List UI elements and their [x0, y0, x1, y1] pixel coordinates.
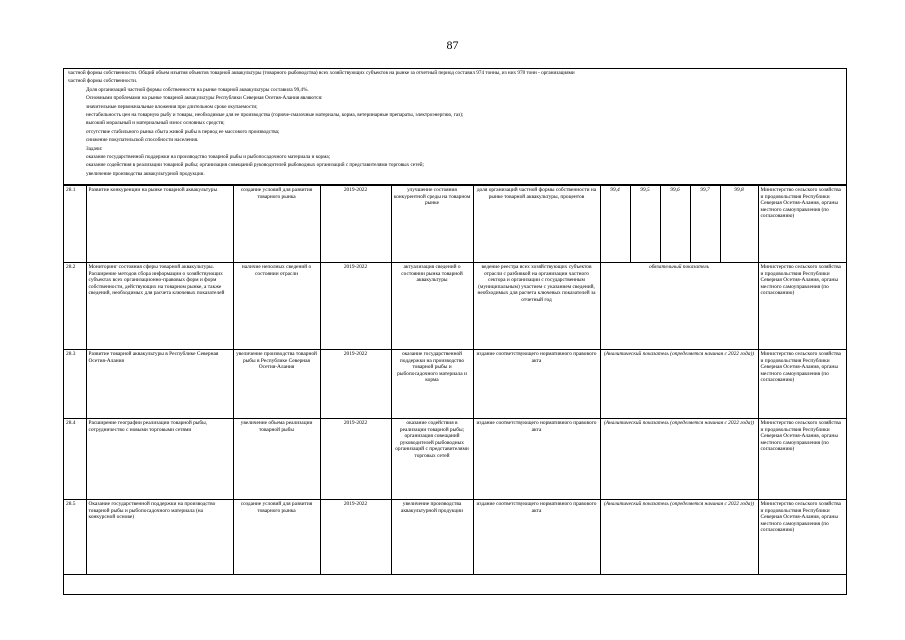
row-number: 28.2 — [64, 263, 86, 350]
responsible-cell: Министерство сельского хозяйства и продовольствия Республики Северная Осетия-Алания, органы местного самоуправления (по согласованию) — [758, 263, 846, 350]
period-cell: 2019-2022 — [320, 186, 391, 263]
responsible-cell: Министерство сельского хозяйства и продовольствия Республики Северная Осетия-Алания, органы местного самоуправления (по согласованию) — [758, 419, 846, 500]
condition-cell: увеличение объема реализации товарной рыбы — [233, 419, 320, 500]
measures-table — [64, 185, 846, 575]
measure-name: Мониторинг состояния сферы товарной аквакультуры. Расширение методов сбора информации о хозяйствующих субъектах всех организационно-правовых форм и форм собственности, действующих на товарном рынке, а также сведений, необходимых для расчета ключевых показателей — [86, 263, 233, 350]
condition-cell: наличие неполных сведений о состоянии отрасли — [233, 263, 320, 350]
note-cell: (Аналитический показатель (определяется начиная с 2022 года)) — [600, 419, 758, 500]
intro-line: Доля организаций частной формы собственности на рынке товарной аквакультуры составила 99,4%. — [86, 86, 309, 93]
row-number: 28.4 — [64, 419, 86, 500]
indicator-cell: доля организаций частной формы собственности на рынке товарной аквакультуры, процентов — [473, 186, 600, 263]
period-cell: 2019-2022 — [320, 419, 391, 500]
period-cell: 2019-2022 — [320, 263, 391, 350]
row-number: 28.3 — [64, 350, 86, 419]
condition-cell: создание условий для развития товарного рынка — [233, 500, 320, 575]
note-cell: обязательный показатель — [600, 263, 758, 350]
intro-line: оказание государственной поддержки на производство товарной рыбы и рыбопосадочного материала и корма; — [86, 154, 331, 161]
page-number: 87 — [446, 38, 459, 52]
value-cell: 99,4 — [600, 186, 630, 263]
result-cell: оказание государственной поддержки на производство товарной рыбы и рыбопосадочного материала и корма — [391, 350, 473, 419]
intro-line: увеличение производства аквакультурной продукции. — [86, 170, 205, 177]
indicator-cell: издание соответствующего нормативного правового акта — [473, 419, 600, 500]
measure-name: Расширение географии реализации товарной рыбы, сотрудничество с новыми торговыми сетями — [86, 419, 233, 500]
period-cell: 2019-2022 — [320, 500, 391, 575]
result-cell: увеличение производства аквакультурной продукции — [391, 500, 473, 575]
result-cell: улучшение состояния конкурентной среды на товарном рынке — [391, 186, 473, 263]
indicator-cell: издание соответствующего нормативного правового акта — [473, 500, 600, 575]
intro-line: нестабильность цен на товарную рыбу и товары, необходимые для ее производства (горюче-смазочные материалы, корма, ветеринарные препараты, электроэнергию, газ); — [86, 112, 464, 119]
note-cell: (Аналитический показатель (определяется начиная с 2022 года)) — [600, 350, 758, 419]
table-row — [64, 419, 846, 500]
responsible-cell: Министерство сельского хозяйства и продовольствия Республики Северная Осетия-Алания, органы местного самоуправления (по согласованию) — [758, 350, 846, 419]
indicator-cell: ведение реестра всех хозяйствующих субъектов отрасли с разбивкой на организации частного сектора и организации с государственным (муниципальным) участием с указанием сведений, необходимых для расчета ключевых показателей за отчетный год — [473, 263, 600, 350]
intro-text-block — [64, 69, 846, 185]
intro-line: оказание содействия в реализации товарной рыбы; организация совещаний руководителей рыбоводных организаций с представителями торговых сетей; — [86, 162, 424, 169]
intro-line: Задачи: — [86, 145, 103, 152]
note-cell: (Аналитический показатель (определяется начиная с 2022 года)) — [600, 500, 758, 575]
intro-line: частной формы собственности. — [68, 78, 138, 85]
value-cell: 99,6 — [660, 186, 690, 263]
table-row — [64, 350, 846, 419]
table-row — [64, 186, 846, 263]
result-cell: оказание содействия в реализации товарной рыбы; организация совещаний руководителей рыбоводных организаций с представителями торговых сетей — [391, 419, 473, 500]
table-row — [64, 500, 846, 575]
period-cell: 2019-2022 — [320, 350, 391, 419]
value-cell: 99,8 — [720, 186, 758, 263]
document-table-sheet — [63, 68, 847, 595]
intro-line: Основными проблемами на рынке товарной аквакультуры Республики Северная Осетия-Алания являются: — [86, 95, 323, 102]
responsible-cell: Министерство сельского хозяйства и продовольствия Республики Северная Осетия-Алания, органы местного самоуправления (по согласованию) — [758, 500, 846, 575]
value-cell: 99,5 — [630, 186, 660, 263]
row-number: 28.5 — [64, 500, 86, 575]
measure-name: Развитие товарной аквакультуры в Республике Северная Осетия-Алания — [86, 350, 233, 419]
condition-cell: создание условий для развития товарного рынка — [233, 186, 320, 263]
responsible-cell: Министерство сельского хозяйства и продовольствия Республики Северная Осетия-Алания, органы местного самоуправления (по согласованию) — [758, 186, 846, 263]
measure-name: Развитие конкуренции на рынке товарной аквакультуры — [86, 186, 233, 263]
measure-name: Оказание государственной поддержки на производство товарной рыбы и рыбопосадочного материала (на конкурсной основе) — [86, 500, 233, 575]
intro-line: частной формы собственности. Общий объем изъятия объектов товарной аквакультуры (товарного рыбоводства) всех хозяйствующих субъектов на рынке за отчетный период составил 974 тонны, из них 978 тонн - организациями — [68, 70, 575, 76]
value-cell: 99,7 — [690, 186, 720, 263]
condition-cell: увеличение производства товарной рыбы в Республике Северная Осетия-Алания — [233, 350, 320, 419]
indicator-cell: издание соответствующего нормативного правового акта — [473, 350, 600, 419]
table-row — [64, 263, 846, 350]
intro-line: высокий моральный и материальный износ основных средств; — [86, 120, 225, 127]
row-number: 28.1 — [64, 186, 86, 263]
result-cell: актуализация сведений о состоянии рынка товарной аквакультуры — [391, 263, 473, 350]
intro-line: отсутствие стабильного рынка сбыта живой рыбы в период ее массового производства; — [86, 128, 280, 135]
intro-line: значительные первоначальные вложения при длительном сроке окупаемости; — [86, 103, 258, 110]
intro-line: снижение покупательской способности населения. — [86, 137, 199, 144]
